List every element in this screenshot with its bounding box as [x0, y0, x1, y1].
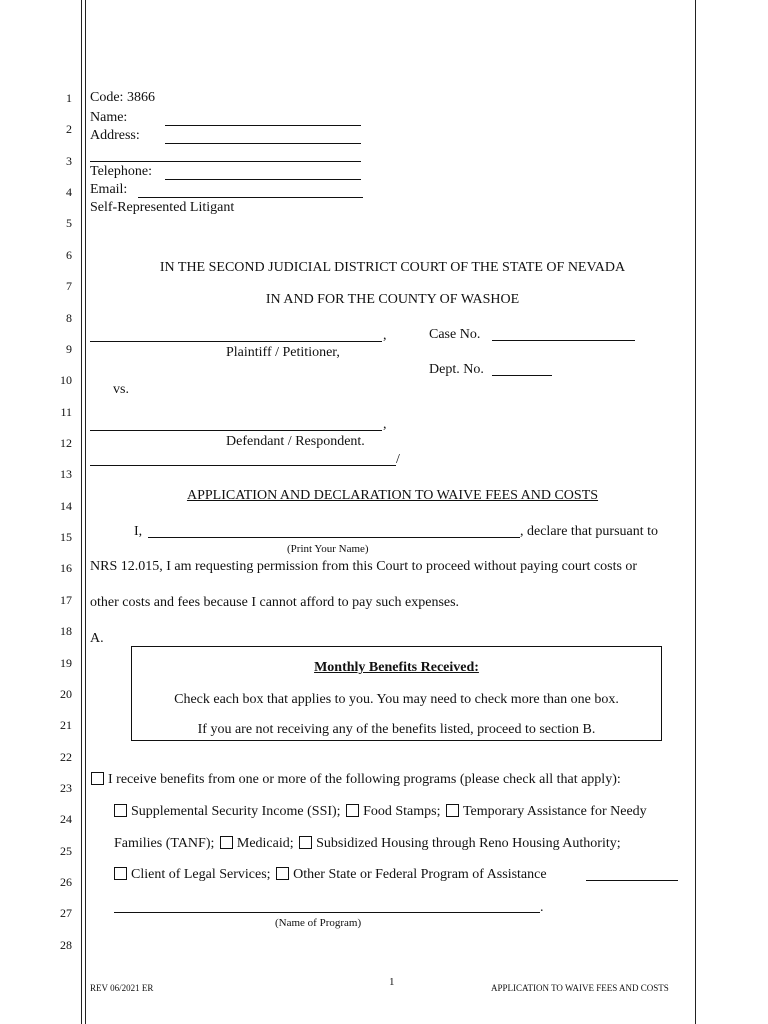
case-no-field[interactable] [492, 327, 635, 341]
plaintiff-comma: , [383, 328, 387, 343]
line-number: 15 [60, 530, 72, 544]
tanf-label-b: Families (TANF); [114, 836, 215, 851]
ssi-checkbox[interactable] [114, 804, 127, 817]
telephone-field[interactable] [165, 166, 361, 180]
line-number: 18 [60, 624, 72, 638]
line-number: 4 [66, 185, 72, 199]
line-number: 12 [60, 436, 72, 450]
benefits-row-1 [114, 804, 647, 820]
line-number: 23 [60, 781, 72, 795]
tanf-checkbox[interactable] [446, 804, 459, 817]
court-name: IN THE SECOND JUDICIAL DISTRICT COURT OF THE STATE OF NEVADA [159, 260, 626, 275]
benefits-instruction-2: If you are not receiving any of the benefits listed, proceed to section B. [197, 722, 596, 737]
housing-checkbox[interactable] [299, 836, 312, 849]
line-number: 8 [66, 311, 72, 325]
line-number: 26 [60, 875, 72, 889]
plaintiff-field[interactable] [90, 328, 382, 342]
telephone-label: Telephone: [90, 164, 152, 179]
defendant-comma: , [383, 417, 387, 432]
housing-label: Subsidized Housing through Reno Housing Authority; [316, 836, 621, 851]
line-number: 25 [60, 844, 72, 858]
defendant-label: Defendant / Respondent. [226, 434, 365, 449]
line-number: 6 [66, 248, 72, 262]
versus-label: vs. [113, 382, 129, 397]
line-number: 16 [60, 561, 72, 575]
food-stamps-label: Food Stamps; [363, 804, 441, 819]
program-name-caption: (Name of Program) [275, 917, 362, 929]
address-label: Address: [90, 128, 140, 143]
line-number: 22 [60, 750, 72, 764]
line-number: 24 [60, 812, 72, 826]
declaration-line-2: NRS 12.015, I am requesting permission from this Court to proceed without paying court costs or [90, 559, 638, 574]
medicaid-checkbox[interactable] [220, 836, 233, 849]
court-county: IN AND FOR THE COUNTY OF WASHOE [265, 292, 520, 307]
program-name-period: . [540, 900, 544, 915]
line-number: 13 [60, 467, 72, 481]
line-number: 3 [66, 154, 72, 168]
name-label: Name: [90, 110, 128, 125]
benefits-main-label: I receive benefits from one or more of the following programs (please check all that apply): [108, 772, 621, 787]
dept-no-field[interactable] [492, 362, 552, 376]
caption-closing-line [90, 452, 396, 466]
revision-label: REV 06/2021 ER [90, 983, 154, 993]
program-name-field[interactable] [114, 899, 540, 913]
line-number: 11 [60, 405, 72, 419]
benefits-instructions-box [131, 646, 662, 741]
email-field[interactable] [138, 184, 363, 198]
benefits-instruction-1: Check each box that applies to you. You may need to check more than one box. [174, 692, 619, 707]
name-field[interactable] [165, 112, 361, 126]
code-label: Code: 3866 [90, 90, 155, 105]
benefits-row-3 [114, 867, 547, 883]
legal-services-checkbox[interactable] [114, 867, 127, 880]
case-no-label: Case No. [429, 327, 481, 342]
print-name-caption: (Print Your Name) [287, 543, 369, 555]
email-label: Email: [90, 182, 128, 197]
declaration-line-3: other costs and fees because I cannot afford to pay such expenses. [90, 595, 460, 610]
ssi-label: Supplemental Security Income (SSI); [131, 804, 341, 819]
line-number: 5 [66, 216, 72, 230]
line-number: 2 [66, 122, 72, 136]
food-stamps-checkbox[interactable] [346, 804, 359, 817]
line-number: 21 [60, 718, 72, 732]
self-represented-label: Self-Represented Litigant [90, 200, 235, 215]
benefits-main-item [91, 772, 621, 788]
tanf-label-a: Temporary Assistance for Needy [462, 804, 647, 819]
page-number: 1 [389, 976, 395, 988]
declaration-text: , declare that pursuant to [520, 524, 659, 539]
left-margin-rule-inner [85, 0, 86, 1024]
line-number: 20 [60, 687, 72, 701]
declaration-i: I, [134, 524, 143, 539]
line-number: 28 [60, 938, 72, 952]
right-margin-rule [695, 0, 696, 1024]
benefits-row-2 [114, 836, 621, 852]
line-number: 10 [60, 373, 72, 387]
print-name-field[interactable] [148, 524, 520, 538]
other-program-checkbox[interactable] [276, 867, 289, 880]
other-program-field[interactable] [586, 867, 678, 881]
line-number: 1 [66, 91, 72, 105]
medicaid-label: Medicaid; [236, 836, 294, 851]
section-a-label: A. [90, 631, 104, 646]
address-field-2[interactable] [90, 148, 361, 162]
line-number: 9 [66, 342, 72, 356]
benefits-main-checkbox[interactable] [91, 772, 104, 785]
left-margin-rule-outer [81, 0, 82, 1024]
defendant-field[interactable] [90, 417, 382, 431]
line-number: 19 [60, 656, 72, 670]
dept-no-label: Dept. No. [429, 362, 484, 377]
address-field-1[interactable] [165, 130, 361, 144]
document-title: APPLICATION AND DECLARATION TO WAIVE FEES AND COSTS [186, 488, 599, 503]
other-program-label: Other State or Federal Program of Assistance [293, 867, 547, 882]
benefits-heading: Monthly Benefits Received: [314, 660, 479, 675]
footer-title: APPLICATION TO WAIVE FEES AND COSTS [491, 983, 669, 993]
line-number: 17 [60, 593, 72, 607]
line-number: 7 [66, 279, 72, 293]
legal-services-label: Client of Legal Services; [131, 867, 271, 882]
plaintiff-label: Plaintiff / Petitioner, [226, 345, 340, 360]
caption-slash: / [396, 452, 400, 467]
line-number: 27 [60, 906, 72, 920]
line-number: 14 [60, 499, 72, 513]
